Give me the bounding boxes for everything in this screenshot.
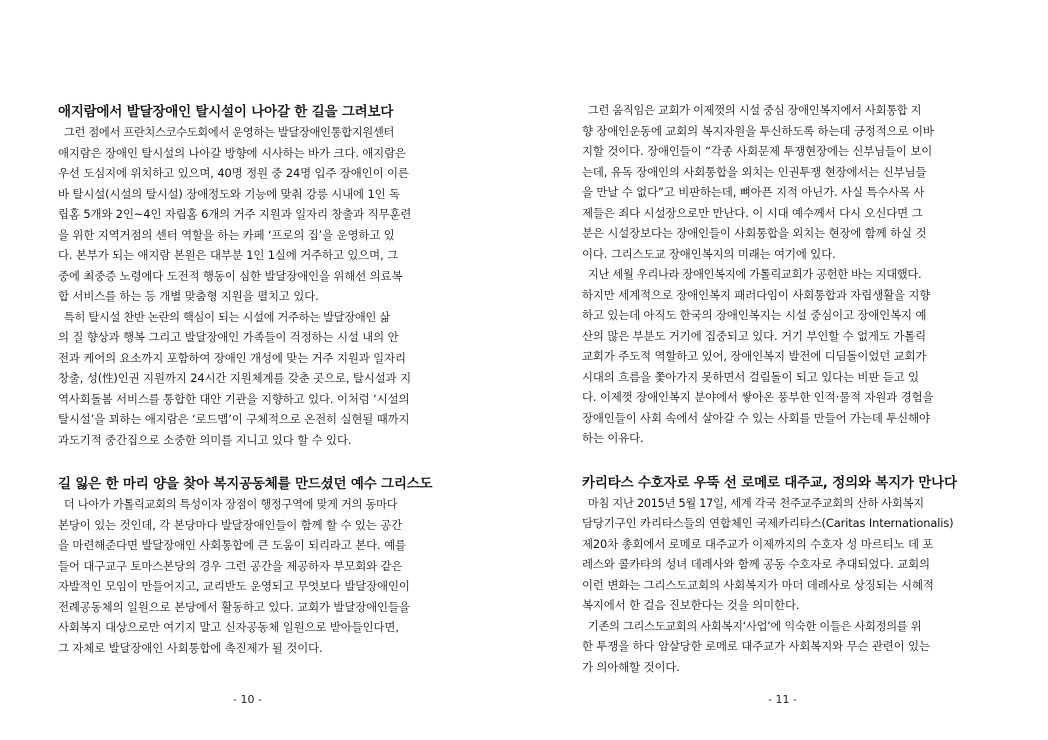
text-line: 들어 대구교구 토마스본당의 경우 그런 공간을 제공하자 부모회와 같은 bbox=[58, 558, 403, 573]
text-line: 합 서비스를 하는 등 개별 맞춤형 지원을 펼치고 있다. bbox=[58, 289, 319, 303]
text-line: 담당기구인 카리타스들의 연합체인 국제카리타스(Caritas Internationalis) bbox=[582, 516, 954, 530]
text-line: 하지만 세계적으로 장애인복지 패러다임이 사회통합과 자립생활을 지향 bbox=[582, 287, 931, 302]
text-line: 한 투쟁을 하다 암살당한 로메로 대주교가 사회복지와 무슨 관련이 있는 bbox=[582, 639, 930, 653]
paragraph bbox=[582, 616, 1000, 678]
text-line: 더 나아가 가톨릭교회의 특성이자 장점이 행정구역에 맞게 거의 동마다 bbox=[63, 497, 398, 511]
text-line: 산의 많은 부분도 거기에 집중되고 있다. 거기 부인할 수 없게도 가톨릭 bbox=[582, 328, 927, 343]
section-heading-caritas: 카리타스 수호자로 우뚝 선 로메로 대주교, 정의와 복지가 만나다 bbox=[582, 474, 957, 491]
text-line: 향 장애인운동에 교회의 복지자원을 투신하도록 하는데 긍정적으로 이바 bbox=[582, 123, 934, 138]
text-line: 전과 케어의 요소까지 포함하여 장애인 개성에 맞는 거주 지원과 일자리 bbox=[58, 350, 406, 365]
text-line: 특히 탈시설 찬반 논란의 핵심이 되는 시설에 거주하는 발달장애인 삶 bbox=[63, 309, 390, 324]
text-line: 립홈 5개와 2인~4인 자립홈 6개의 거주 지원과 일자리 창출과 직무훈련 bbox=[58, 207, 412, 221]
text-line: 이런 변화는 그리스도교회의 사회복지가 마더 데레사로 상징되는 시혜적 bbox=[582, 577, 934, 592]
text-line: 애지람은 장애인 탈시설의 나아갈 방향에 시사하는 바가 크다. 애지람은 bbox=[58, 145, 406, 160]
left-column bbox=[58, 100, 476, 658]
section-heading-lost-sheep: 길 잃은 한 마리 양을 찾아 복지공동체를 만드셨던 예수 그리스도 bbox=[58, 476, 433, 492]
text-line: 탈시설’을 꾀하는 애지람은 ‘로드맵’이 구체적으로 온전히 실현될 때까지 bbox=[58, 412, 410, 426]
text-line: 창출, 성(性)인권 지원까지 24시간 지원체계를 갖춘 곳으로, 탈시설과 지 bbox=[58, 371, 411, 385]
text-line: 그런 움직임은 교회가 이제껏의 시설 중심 장애인복지에서 사회통합 지 bbox=[587, 103, 922, 117]
text-line: 분은 시설장보다는 장애인들이 사회통합을 외치는 현장에 함께 하실 것 bbox=[582, 226, 927, 240]
text-line: 그 자체로 발달장애인 사회통합에 촉진제가 될 것이다. bbox=[58, 640, 323, 655]
paragraph bbox=[582, 100, 1000, 264]
text-line: 다. 본부가 되는 애지람 본원은 대부분 1인 1실에 거주하고 있으며, 그 bbox=[58, 248, 399, 262]
right-column bbox=[582, 100, 1000, 677]
text-line: 는데, 유독 장애인의 사회통합을 외치는 인권투쟁 현장에서는 신부님들 bbox=[582, 164, 927, 179]
text-line: 장애인들이 사회 속에서 살아갈 수 있는 사회를 만들어 가는데 투신해야 bbox=[582, 410, 930, 425]
section-heading-aejiram: 애지람에서 발달장애인 탈시설이 나아갈 한 길을 그려보다 bbox=[58, 104, 394, 120]
text-line: 자발적인 모임이 만들어지고, 교리반도 운영되고 무엇보다 발달장애인이 bbox=[58, 579, 410, 593]
text-line: 하고 있는데 아직도 한국의 장애인복지는 시설 중심이고 장애인복지 예 bbox=[582, 308, 927, 322]
right-page bbox=[582, 0, 1000, 740]
text-line: 사회복지 대상으로만 여기지 말고 신자공동체 일원으로 받아들인다면, bbox=[58, 620, 399, 634]
text-line: 하는 이유다. bbox=[582, 431, 644, 445]
text-line: 그런 점에서 프란치스코수도회에서 운영하는 발달장애인통합지원센터 bbox=[63, 125, 395, 139]
text-line: 을 만날 수 없다”고 비판하는데, 뼈아픈 지적 아닌가. 사실 특수사목 사 bbox=[582, 185, 925, 199]
text-line: 다. 이제껏 장애인복지 분야에서 쌓아온 풍부한 인적·물적 자원과 경험을 bbox=[582, 390, 934, 404]
text-line: 지할 것이다. 장애인들이 “각종 사회문제 투쟁현장에는 신부님들이 보이 bbox=[582, 144, 933, 158]
page-number-right: - 11 - bbox=[768, 693, 797, 706]
text-line: 시대의 흐름을 쫓아가지 못하면서 걸림돌이 되고 있다는 비판 듣고 있 bbox=[582, 369, 919, 384]
text-line: 지난 세월 우리나라 장애인복지에 가톨릭교회가 공헌한 바는 지대했다. bbox=[587, 267, 922, 281]
text-line: 마침 지난 2015년 5월 17일, 세계 각국 천주교주교회의 산하 사회복지 bbox=[587, 495, 924, 510]
text-line: 바 탈시설(시설의 탈시설) 장애정도와 기능에 맞춰 강릉 시내에 1인 독 bbox=[58, 186, 400, 201]
paragraph bbox=[582, 493, 1000, 616]
text-line: 을 위한 지역거점의 센터 역할을 하는 카페 ‘프로의 집’을 운영하고 있 bbox=[58, 227, 395, 242]
text-line: 제들은 죄다 시설장으로만 만난다. 이 시대 예수께서 다시 오신다면 그 bbox=[582, 205, 923, 220]
text-line: 중에 최중증 노령에다 도전적 행동이 심한 발달장애인을 위해선 의료복 bbox=[58, 268, 403, 283]
text-line: 의 질 향상과 행복 그리고 발달장애인 가족들이 걱정하는 시설 내의 안 bbox=[58, 330, 399, 344]
text-line: 이다. 그리스도교 장애인복지의 미래는 여기에 있다. bbox=[582, 246, 836, 261]
paragraph bbox=[58, 307, 476, 451]
left-page bbox=[58, 0, 476, 740]
text-line: 교회가 주도적 역할하고 있어, 장애인복지 발전에 디딤돌이었던 교회가 bbox=[582, 349, 927, 363]
paragraph bbox=[58, 494, 476, 658]
text-line: 가 의아해할 것이다. bbox=[582, 659, 680, 674]
text-line: 과도기적 중간집으로 소중한 의미를 지니고 있다 할 수 있다. bbox=[58, 432, 352, 447]
text-line: 제20차 총회에서 로메로 대주교가 이제까지의 수호자 성 마르티노 데 포 bbox=[582, 536, 934, 551]
page-number-left: - 10 - bbox=[233, 693, 262, 706]
text-line: 기존의 그리스도교회의 사회복지‘사업’에 익숙한 이들은 사회정의를 위 bbox=[587, 618, 922, 633]
text-line: 역사회돌봄 서비스를 통합한 대안 기관을 지향하고 있다. 이처럼 ‘시설의 bbox=[58, 391, 410, 406]
text-line: 본당이 있는 것인데, 각 본당마다 발달장애인들이 함께 할 수 있는 공간 bbox=[58, 517, 403, 532]
text-line: 전례공동체의 일원으로 본당에서 활동하고 있다. 교회가 발달장애인들을 bbox=[58, 599, 410, 614]
paragraph bbox=[58, 122, 476, 307]
text-line: 복지에서 한 걸음 진보한다는 것을 의미한다. bbox=[582, 598, 800, 612]
text-line: 을 마련해준다면 발달장애인 사회통합에 큰 도움이 되리라고 본다. 예를 bbox=[58, 538, 406, 552]
paragraph bbox=[582, 264, 1000, 449]
text-line: 우선 도심지에 위치하고 있으며, 40명 정원 중 24명 입주 장애인이 이른 bbox=[58, 166, 409, 180]
text-line: 레스와 콜카타의 성녀 데레사와 함께 공동 수호자로 추대되었다. 교회의 bbox=[582, 557, 930, 571]
